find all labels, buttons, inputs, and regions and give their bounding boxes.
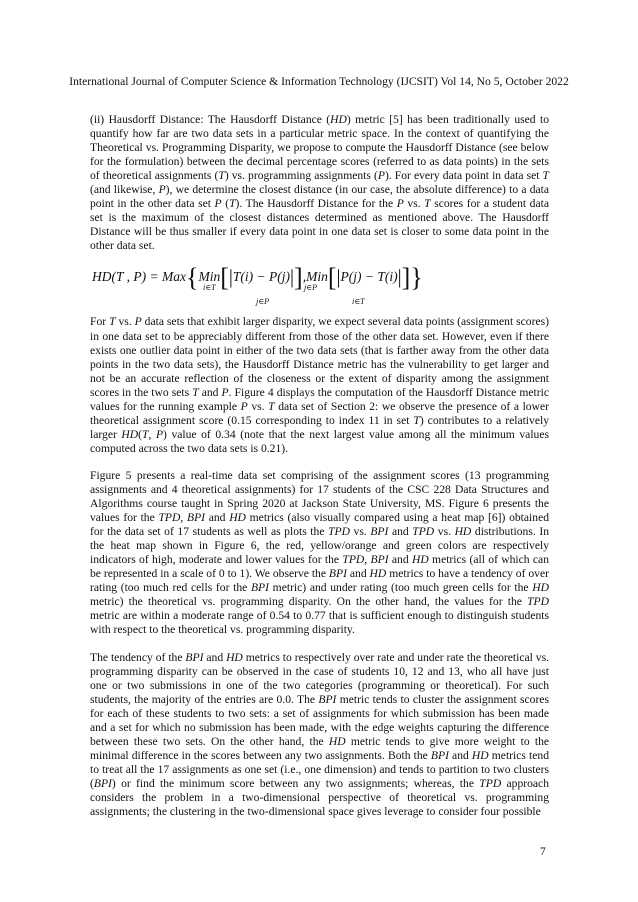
italic-term: TPD [342,553,365,567]
italic-term: HD [532,581,549,595]
formula-open-brace: { [185,263,199,293]
italic-term: HD [454,525,472,539]
formula-abs-close-2: | [397,266,402,289]
italic-term: HD [229,511,246,525]
italic-term: T [413,413,420,427]
formula-term-2: P(j) − T(i) [340,269,398,285]
italic-term: P [240,399,248,413]
italic-term: P [377,169,385,183]
italic-term: BPI [430,748,449,762]
italic-term: T [218,169,225,183]
formula-min-1: Min [198,269,221,285]
formula-min-2: Min [306,269,328,285]
italic-term: T [109,315,116,329]
italic-term: T [142,427,149,441]
italic-term: TPD [479,776,502,790]
italic-term: BPI [370,553,389,567]
italic-term: P [134,315,142,329]
italic-term: P [158,183,166,197]
italic-term: TPD [328,525,350,539]
paragraph-outlier-vulnerability: For T vs. P data sets that exhibit larger disparity, we expect several data points (assignment scores) in one data set to be appreciably different from those of the other data set. However, even if there exists one outlier data point in either of the two data sets (that is farther away from the other data points in the two data sets), the Hausdorff Distance metric has the vulnerability to get larger and not be an accurate reflection of the closeness or the extent of disparity among the assignment scores in the two sets T and P. Figure 4 displays the computation of the Hausdorff Distance metric values for the running example P vs. T data set of Section 2: we observe the presence of a lower theoretical assignment score (0.15 corresponding to index 11 in set T) contributes to a relatively larger HD(T, P) value of 0.34 (note that the next largest value among all the minimum values computed across the two data sets is 0.21). [90,315,549,455]
formula-term-2-subscript: i∈T [352,297,365,307]
italic-term: P [396,197,404,211]
italic-term: HD [328,734,346,748]
italic-term: BPI [318,692,337,706]
italic-term: BPI [250,581,269,595]
italic-term: BPI [370,525,389,539]
formula-abs-close-1: | [290,266,295,289]
italic-term: HD [369,567,387,581]
formula-open-bracket-1: [ [220,263,229,293]
running-header: International Journal of Computer Science & Information Technology (IJCSIT) Vol 14, No 5, October 2022 [69,75,569,88]
italic-term: BPI [328,567,347,581]
formula-separator: , [302,269,307,285]
paragraph-real-dataset: Figure 5 presents a real-time data set comprising of the assignment scores (13 programming assignments and 4 theoretical assignments) for 17 students of the CSC 228 Data Structures and Algorithms course taught in Spring 2020 at Jackson State University, MS. Figure 6 presents the values for the TPD, BPI and HD metrics (also visually compared using a heat map [6]) obtained for the data set of 17 students as well as plots the TPD vs. BPI and TPD vs. HD distributions. In the heat map shown in Figure 6, the red, yellow/orange and green colors are respectively indicators of high, moderate and lower values for the TPD, BPI and HD metrics (all of which can be represented in a scale of 0 to 1). We observe the BPI and HD metrics to have a tendency of over rating (too much red cells for the BPI metric) and under rating (too much green cells for the HD metric) the theoretical vs. programming disparity. On the other hand, the values for the TPD metric are within a moderate range of 0.54 to 0.77 that is sufficient enough to distinguish students with respect to the theoretical vs. programming disparity. [90,468,550,637]
body-text [90,113,549,819]
italic-term: TPD [158,511,181,525]
italic-term: HD [121,427,139,441]
formula-close-bracket-2: ] [401,263,411,293]
italic-term: T [424,197,431,211]
italic-term: BPI [93,776,112,790]
italic-term: P [214,197,222,211]
formula-abs-open-1: | [228,266,233,289]
formula-term-1: T(i) − P(j) [232,269,291,285]
paragraph-metric-tendency: The tendency of the BPI and HD metrics to respectively over rate and under rate the theoretical vs. programming disparity can be observed in the case of students 10, 12 and 13, who all have just one or two submissions in one of the two categories (programming or theoretical). For such students, the majority of the entries are 0.0. The BPI metric tends to cluster the assignment scores for each of these students to two sets: a set of assignments for which submission has been made and a set for which no submission has been made, with the edge weights capturing the difference between these two sets. On the other hand, the HD metric tends to give more weight to the minimal difference in the scores between any two assignments. Both the BPI and HD metrics tend to treat all the 17 assignments as one set (i.e., one dimension) and tends to partition to two clusters (BPI) or find the minimum score between any two assignments; whereas, the TPD approach considers the problem in a two-dimensional perspective of theoretical vs. programming assignments; the clustering in the two-dimensional space gives leverage to consider four possible [90,650,550,819]
italic-term: T [542,169,549,183]
formula-open-bracket-2: [ [327,263,337,293]
italic-term: TPD [527,595,549,609]
formula-min-1-subscript: i∈T [203,283,216,293]
italic-term: HD [471,748,489,762]
paragraph-hausdorff-definition: (ii) Hausdorff Distance: The Hausdorff Distance (HD) metric [5] has been traditionally used to quantify how far are two data sets in a particular metric space. In the context of quantifying the Theoretical vs. Programming Disparity, we propose to compute the Hausdorff Distance (see below for the formulation) between the decimal percentage scores (referred to as data points) in the sets of theoretical assignments (T) vs. programming assignments (P). For every data point in data set T (and likewise, P), we determine the closest distance (in our case, the absolute difference) to a data point in the other data set P (T). The Hausdorff Distance for the P vs. T scores for a student data set is the maximum of the closest distances determined as mentioned above. The Hausdorff Distance will be thus smaller if every data point in one data set is closer to some data point in the other data set. [90,113,550,253]
italic-term: BPI [186,511,206,525]
italic-term: HD [411,553,429,567]
formula-min-2-subscript: j∈P [304,283,318,293]
italic-term: BPI [185,650,204,664]
italic-term: P [155,427,164,441]
italic-term: P [221,385,229,399]
italic-term: T [192,385,199,399]
italic-term: HD [226,650,243,664]
italic-term: HD [330,113,347,126]
formula-lhs: HD(T , P) = Max [92,269,186,285]
italic-term: TPD [412,525,435,539]
italic-term: T [229,197,236,211]
formula-close-bracket-1: ] [294,263,303,293]
formula-abs-open-2: | [336,266,341,289]
formula-term-1-subscript: j∈P [256,297,270,307]
formula-close-brace: } [410,263,423,293]
italic-term: T [268,399,275,413]
hausdorff-formula [90,253,549,315]
page-number: 7 [540,845,546,858]
